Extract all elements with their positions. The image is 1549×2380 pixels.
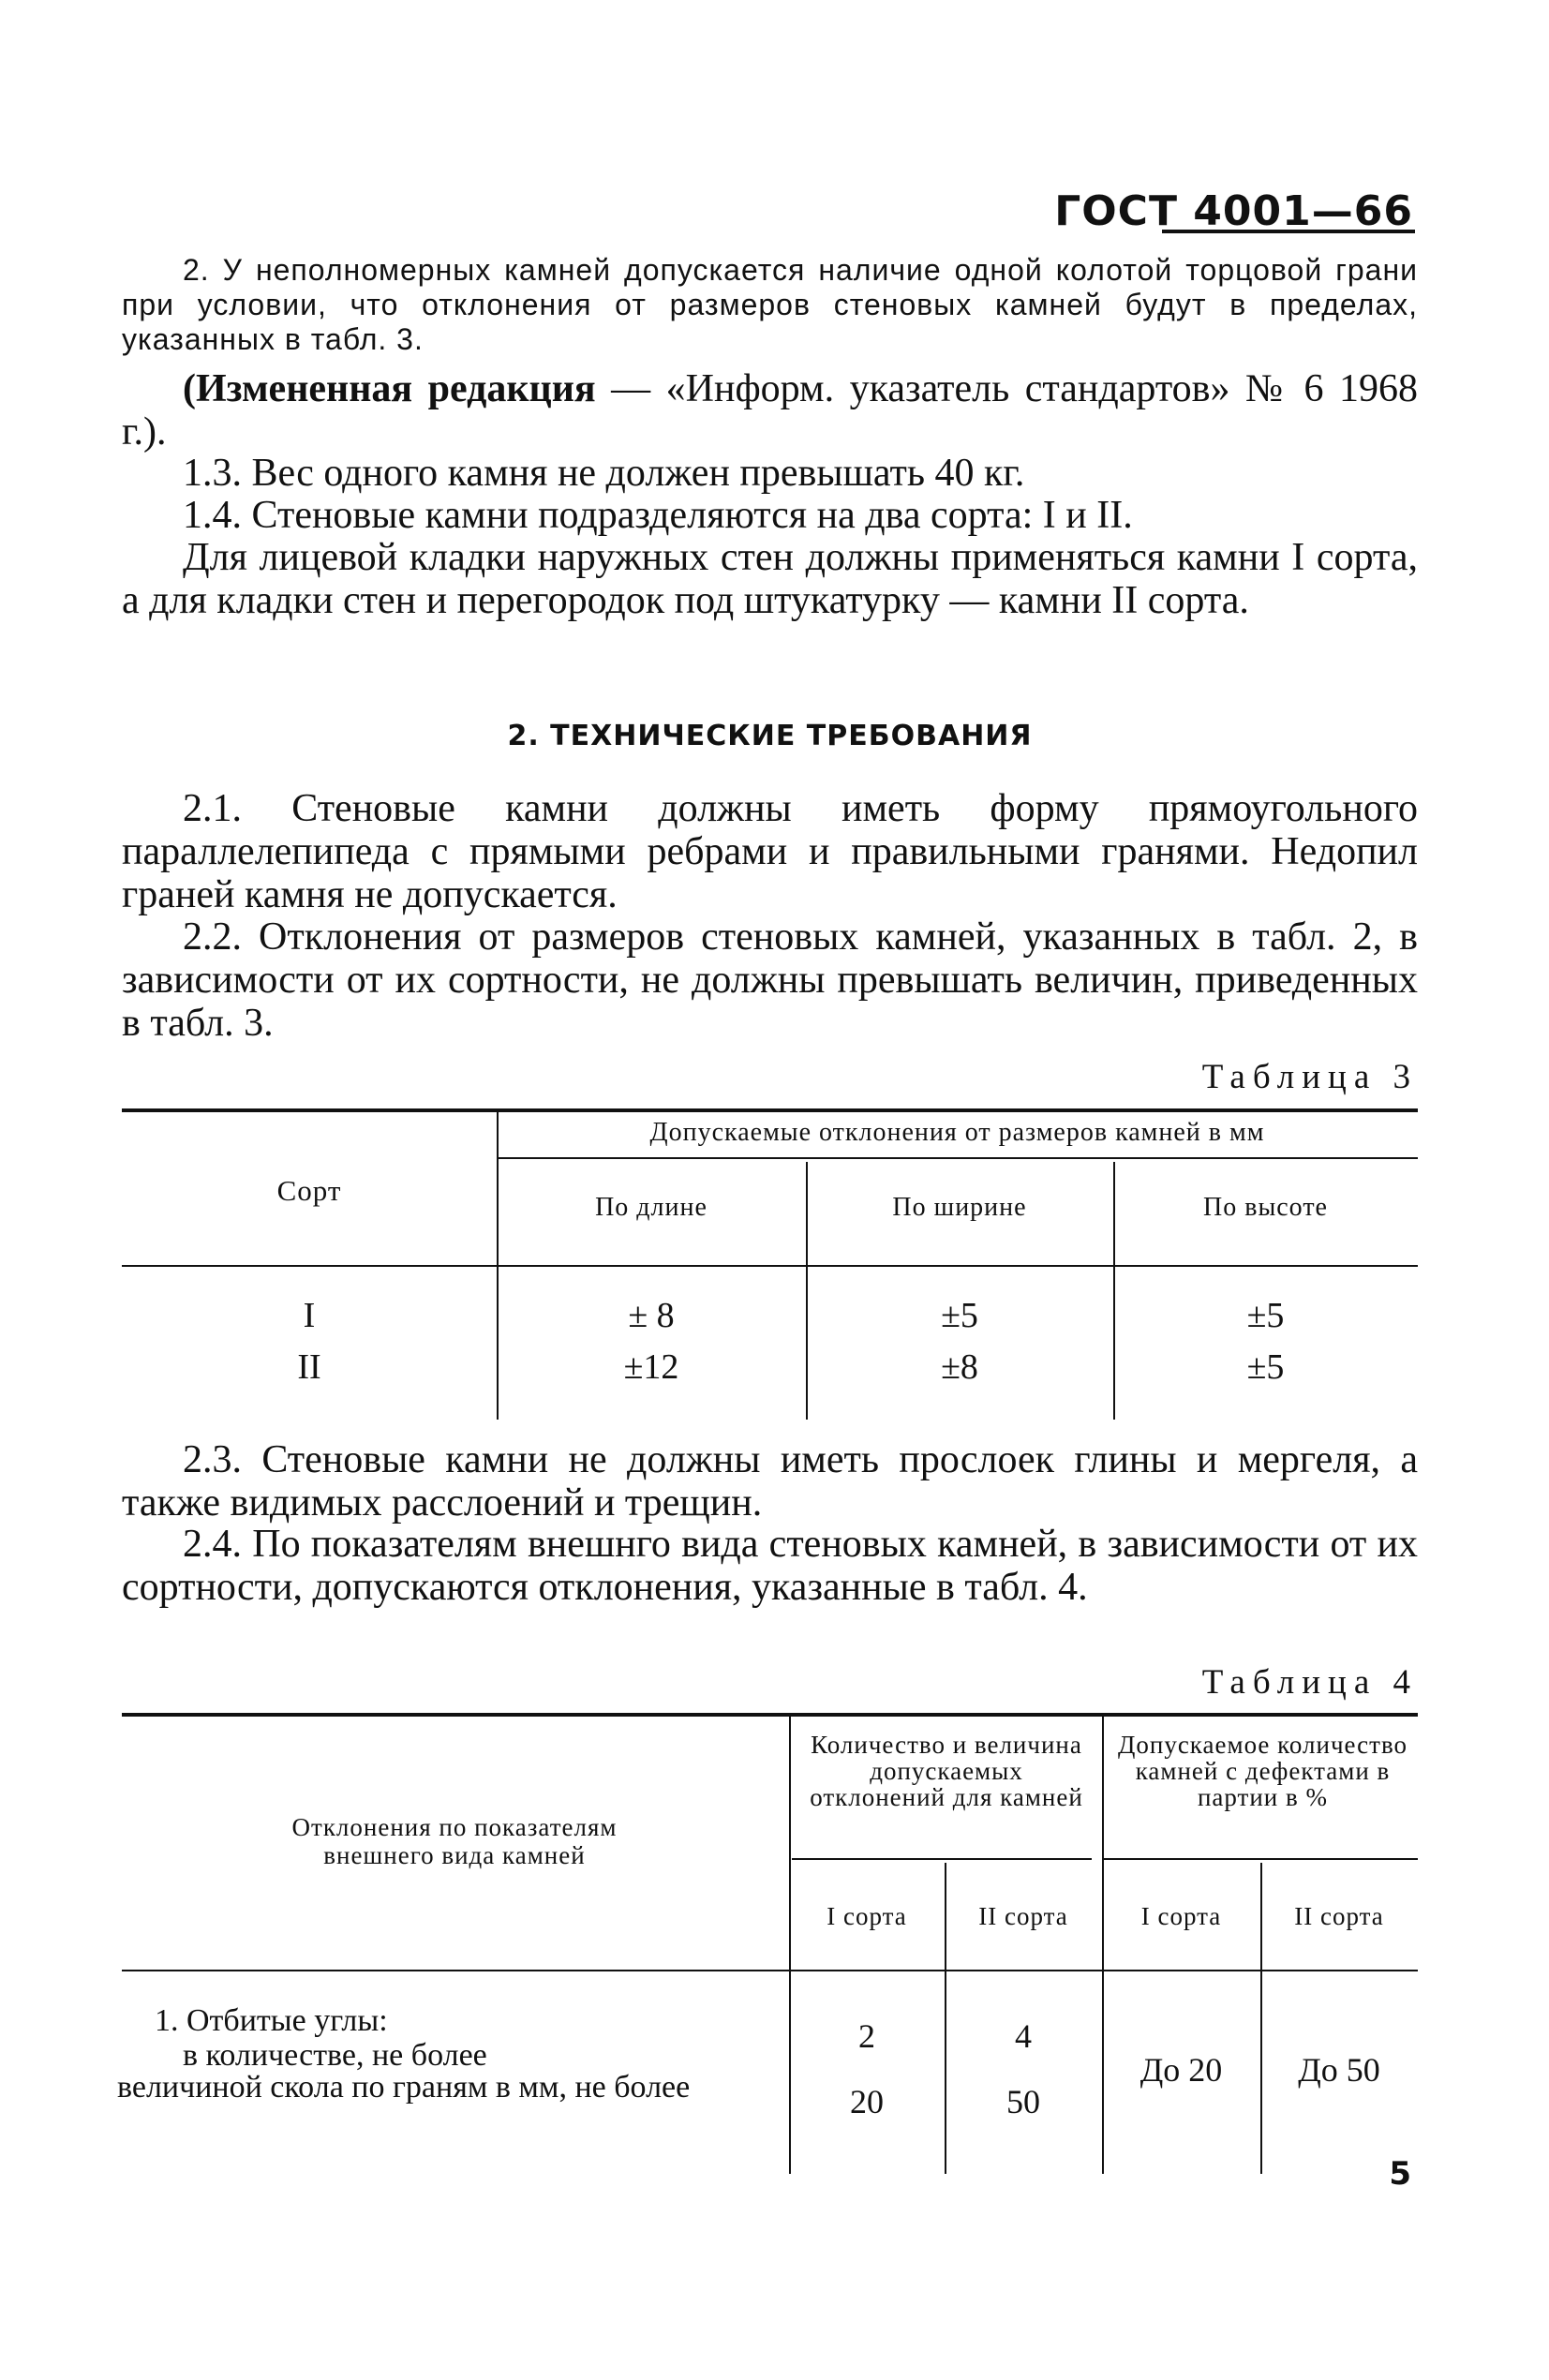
page-number: 5 [1389,2155,1411,2193]
table3-row1-width: ±5 [941,1296,978,1335]
table4-vline-3 [1102,1715,1104,2174]
table4-group1-header: Количество и величина допускаемых отклонений для камней [810,1731,1083,1811]
clause-2-3: 2.3. Стеновые камни не должны иметь прослоек глины и мергеля, а также видимых расслоений и трещин. [122,1438,1418,1525]
table4-group2-header: Допускаемое количество камней с дефектами в партии в % [1117,1731,1408,1811]
table4-sub-g2-s1: I сорта [1140,1902,1222,1930]
edition-note-text: (Измененная редакция — «Информ. указатель стандартов» № 6 1968 г.). [122,367,1419,454]
table3-col-sort: Сорт [276,1174,342,1207]
table3-header-rule [122,1265,1418,1267]
table4-group2-rule [1104,1858,1418,1860]
edition-note-bold: (Измененная редакция [183,367,612,410]
table3-group-rule [497,1157,1418,1159]
clause-2-1: 2.1. Стеновые камни должны иметь форму прямоугольного параллелепипеда с прямыми ребрами и правильными гранями. Недопил граней камня не допускается. [122,787,1418,916]
table4-row1-g1-s1-b: 20 [850,2083,884,2120]
table3-col-height: По высоте [1203,1193,1328,1222]
table3-row2-length: ±12 [623,1347,679,1387]
table3-caption: Таблица 3 [1201,1058,1418,1096]
note-paragraph: 2. У неполномерных камней допускается наличие одной колотой торцовой грани при условии, что отклонения от размеров стеновых камней будут в пределах, указанных в табл. 3. [122,253,1418,356]
clause-1-3: 1.3. Вес одного камня не должен превышать 40 кг. [183,452,1025,495]
table3-row2-height: ±5 [1246,1347,1285,1387]
table4-caption: Таблица 4 [1201,1663,1418,1702]
table4-sub-g2-s2: II сорта [1294,1902,1384,1930]
table4-row1-g2-s1: До 20 [1139,2051,1223,2089]
table3-col-width: По ширине [892,1193,1027,1222]
table4-row1-title: 1. Отбитые углы: [155,2003,388,2038]
table4-group1-rule [792,1858,1092,1860]
table4-col-deviation: Отклонения по показателям внешнего вида камней [291,1813,618,1869]
table4-row1-line-b: величиной скола по граням в мм, не более [117,2070,691,2105]
table4-sub-g1-s1: I сорта [827,1902,907,1930]
clause-1-4: 1.4. Стеновые камни подразделяются на два сорта: I и II. [183,494,1133,537]
table4-row1-g1-s2-b: 50 [1006,2083,1040,2120]
table4-top-rule [122,1713,1418,1717]
clause-1-4-continuation: Для лицевой кладки наружных стен должны применяться камни I сорта, а для кладки стен и перегородок под штукатурку — камни II сорта. [122,536,1418,622]
edition-note [122,367,1418,454]
table4-row1-g1-s2-a: 4 [1015,2017,1032,2055]
table3-top-rule [122,1108,1418,1112]
clause-2-2: 2.2. Отклонения от размеров стеновых камней, указанных в табл. 2, в зависимости от их сортности, не должны превышать величин, приведенных в табл. 3. [122,915,1418,1045]
table4-sub-g1-s2: II сорта [978,1902,1068,1930]
header-rule [1162,230,1415,233]
table3-group-header: Допускаемые отклонения от размеров камней в мм [649,1118,1265,1147]
table3-row1-height: ±5 [1246,1296,1285,1335]
table3-row1-sort: I [303,1296,316,1335]
table3-row2-sort: II [297,1347,321,1387]
table3-row2-width: ±8 [941,1347,978,1387]
table4-row1-line-a: в количестве, не более [183,2038,487,2073]
table3-row1-length: ± 8 [628,1296,675,1335]
clause-2-4: 2.4. По показателям внешнго вида стеновых камней, в зависимости от их сортности, допускаются отклонения, указанные в табл. 4. [122,1523,1418,1609]
table3-col-length: По длине [595,1193,707,1222]
table4-header-rule [122,1970,1418,1971]
section-title: 2. ТЕХНИЧЕСКИЕ ТРЕБОВАНИЯ [507,720,1033,752]
table4-row1-g1-s1-a: 2 [858,2017,875,2055]
standard-code: ГОСТ 4001—66 [1054,187,1413,235]
table4-row1-g2-s2: До 50 [1298,2051,1380,2089]
